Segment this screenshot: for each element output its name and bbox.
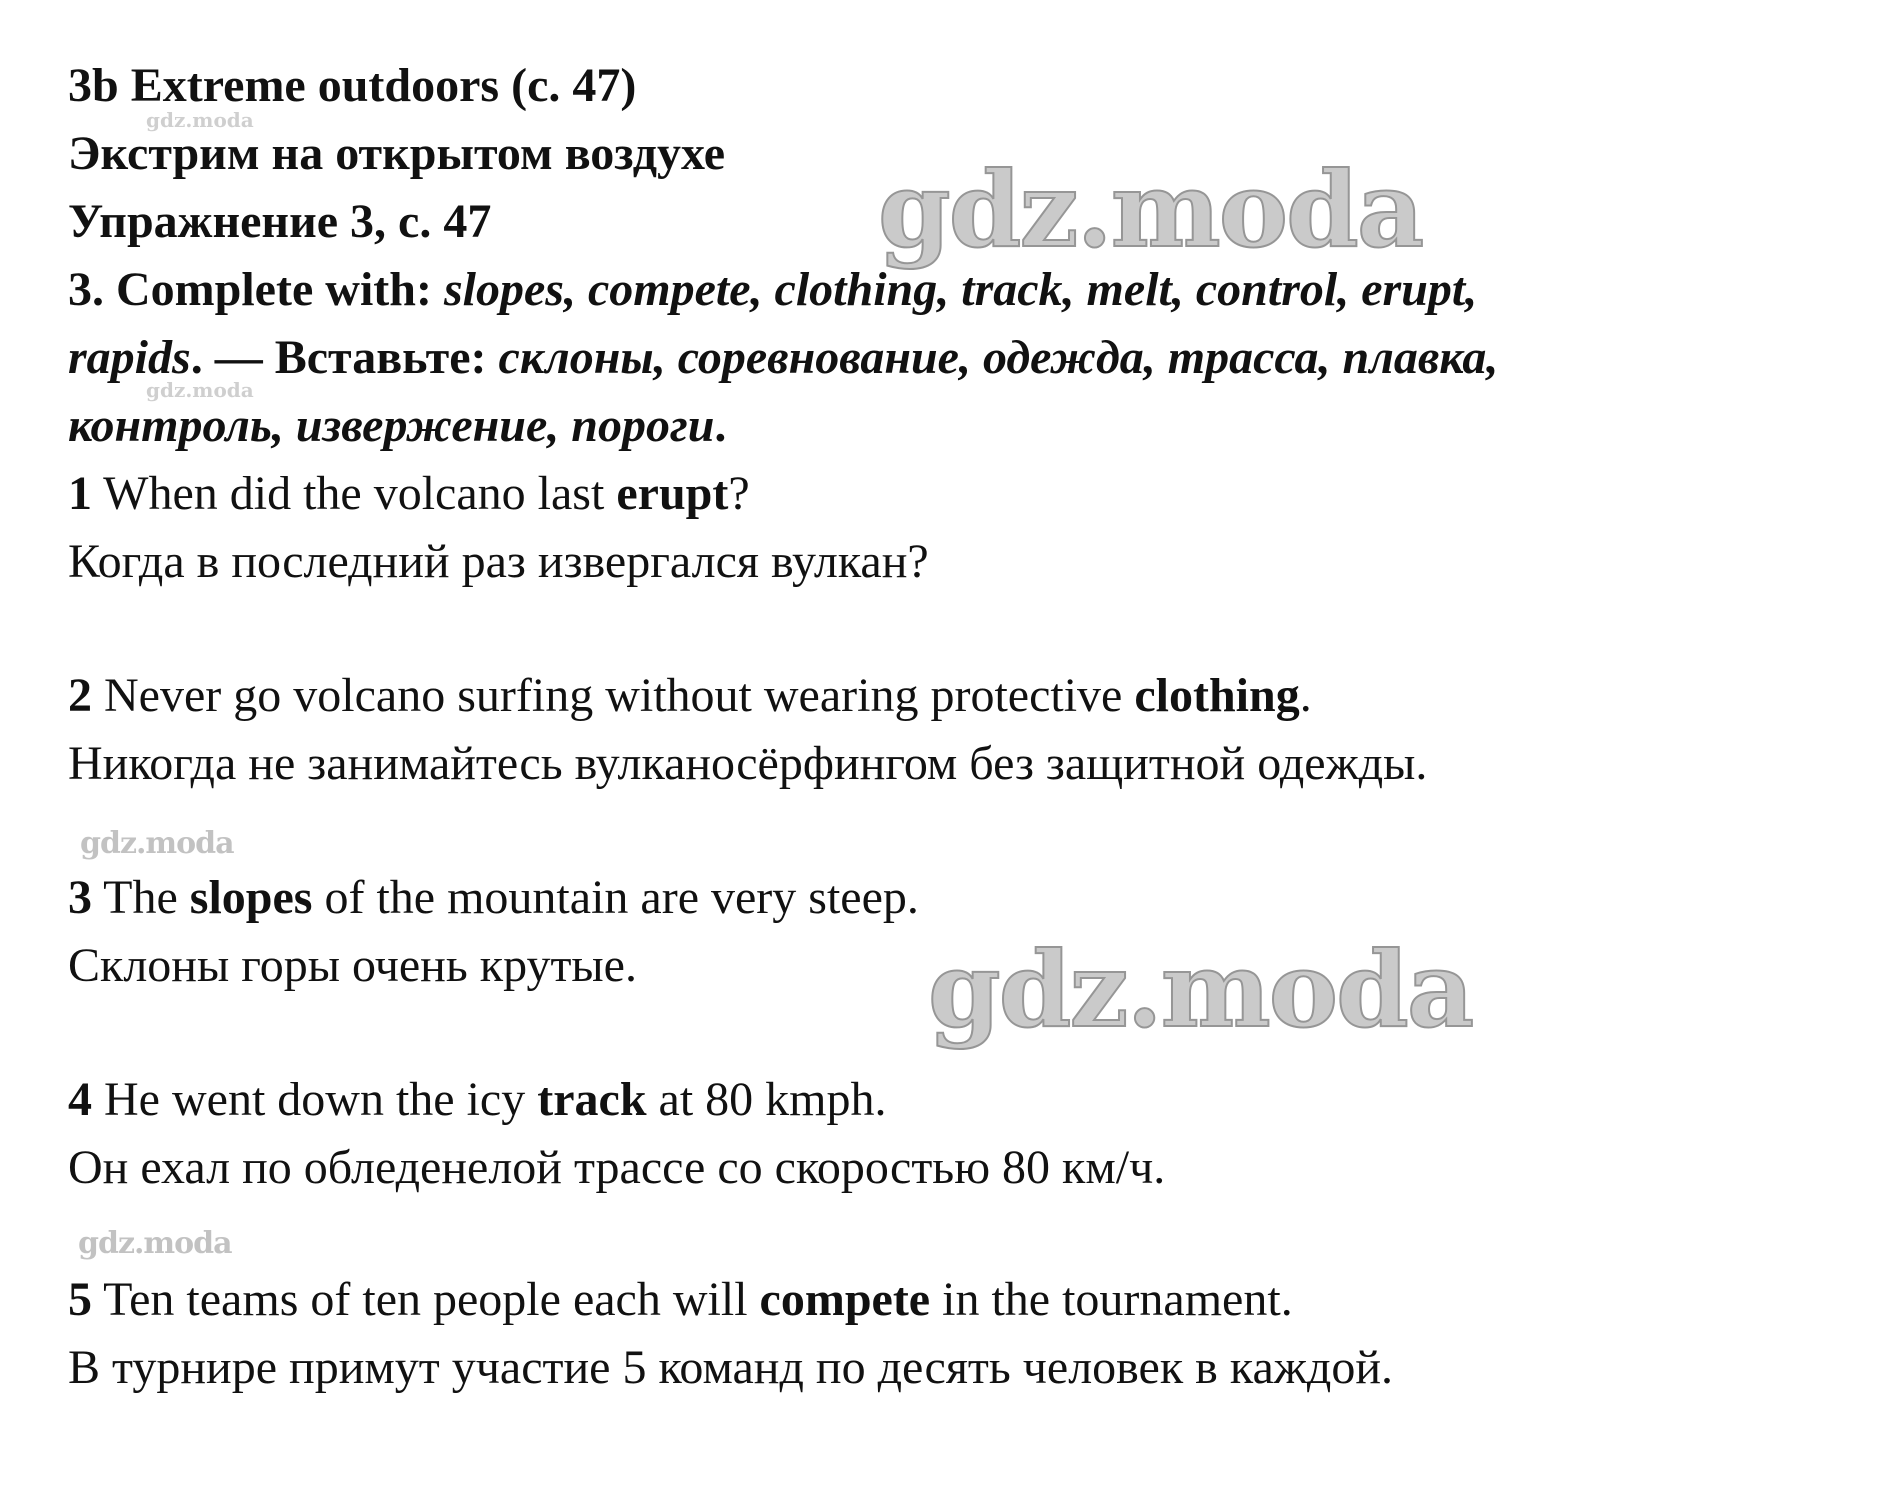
task-dot: . [190,331,203,384]
page-title: 3b Extreme outdoors (с. 47) [68,59,637,112]
task-dash: — Вставьте: [202,331,499,384]
item-text: The [92,871,190,924]
item-text: When did the volcano last [92,467,617,520]
item-translation: В турнире примут участие 5 команд по десять человек в каждой. [68,1341,1394,1394]
exercise-label: Упражнение 3, с. 47 [68,195,492,248]
page-subtitle: Экстрим на открытом воздухе [68,127,726,180]
task-end-dot: . [714,399,727,452]
watermark: gdz.moda [78,1226,232,1261]
item-number: 2 [68,669,92,722]
task-intro: 3. Complete with: [68,263,444,316]
task-words-ru: склоны, соревнование, одежда, трасса, плавка, [498,331,1499,384]
item-text: Never go volcano surfing without wearing protective [92,669,1135,722]
item-answer: erupt [616,467,729,520]
item-translation: Когда в последний раз извергался вулкан? [68,535,929,588]
item-answer: track [537,1073,647,1126]
item-number: 4 [68,1073,92,1126]
item-answer: compete [759,1273,931,1326]
item-translation: Он ехал по обледенелой трассе со скоростью 80 км/ч. [68,1141,1166,1194]
item-text: Ten teams of ten people each will [92,1273,760,1326]
item-number: 3 [68,871,92,924]
task-line-1 [68,262,1477,318]
list-item [68,1272,1293,1328]
item-text: of the mountain are very steep. [312,871,919,924]
task-line-3 [68,398,726,454]
list-item [68,466,750,522]
item-answer: slopes [189,871,313,924]
item-text: in the tournament. [930,1273,1293,1326]
watermark: gdz.moda [878,148,1423,271]
item-translation: Никогда не занимайтесь вулканосёрфингом без защитной одежды. [68,737,1428,790]
list-item [68,668,1312,724]
item-number: 5 [68,1273,92,1326]
watermark: gdz.moda [146,378,254,402]
watermark: gdz.moda [146,108,254,132]
item-text: . [1299,669,1312,722]
list-item [68,870,919,926]
item-text: He went down the icy [92,1073,538,1126]
watermark: gdz.moda [928,928,1473,1051]
task-line-2 [68,330,1498,386]
item-answer: clothing [1134,669,1300,722]
task-words-en-cont: rapids [68,331,191,384]
watermark: gdz.moda [80,826,234,861]
task-words-ru-cont: контроль, извержение, пороги [68,399,715,452]
item-text: at 80 kmph. [646,1073,887,1126]
item-text: ? [728,467,750,520]
list-item [68,1072,887,1128]
task-words-en: slopes, compete, clothing, track, melt, control, erupt, [443,263,1478,316]
item-translation: Склоны горы очень крутые. [68,939,637,992]
item-number: 1 [68,467,92,520]
